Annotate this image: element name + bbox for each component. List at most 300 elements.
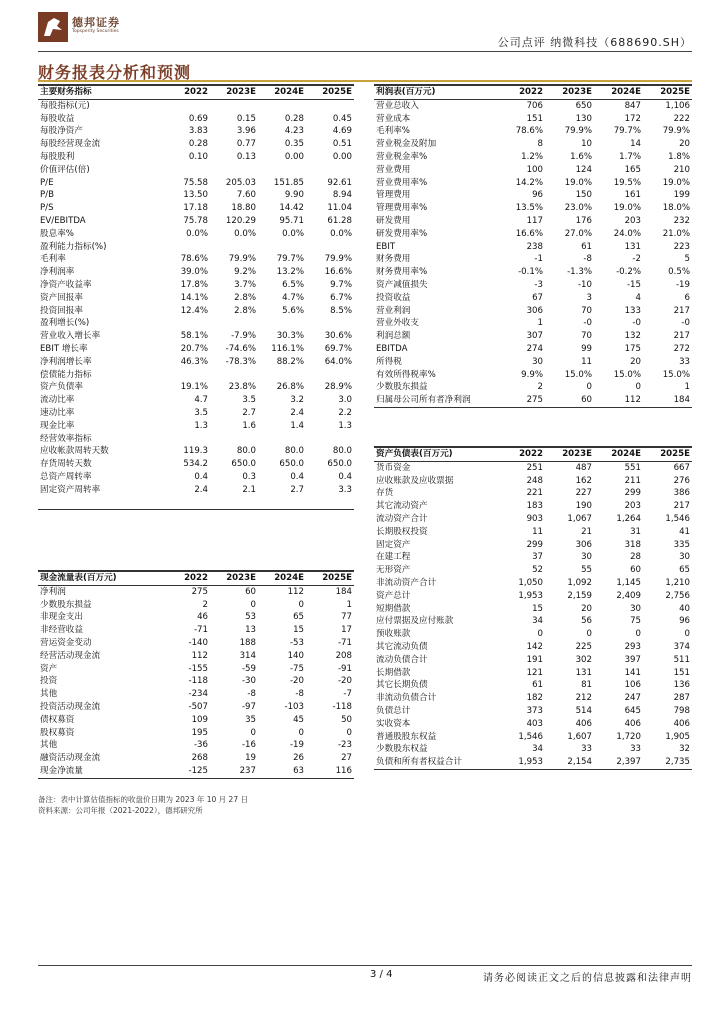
table-cell: 3.0	[338, 395, 352, 406]
table-cell	[210, 433, 258, 446]
table-cell: 203	[624, 215, 641, 226]
table-cell: 9.7%	[330, 279, 352, 290]
table-cell: 2.4	[290, 407, 304, 418]
table-cell: 20	[581, 603, 592, 614]
table-cell: 1,264	[616, 513, 641, 524]
table-row	[374, 215, 692, 228]
table-cell: 34	[532, 744, 543, 755]
table-header-cell: 2025E	[643, 85, 692, 99]
table-cell: 3.2	[290, 395, 304, 406]
table-cell: 19.0%	[662, 177, 690, 188]
table-cell: 37	[532, 552, 543, 563]
table-cell: 23.0%	[564, 203, 592, 214]
table-cell	[162, 99, 210, 112]
table-row	[374, 564, 692, 577]
table-cell: 0.5%	[668, 267, 690, 278]
table-cell: 151.85	[273, 177, 304, 188]
section-divider	[38, 80, 692, 82]
table-cell: -16	[241, 740, 256, 751]
table-cell: 1,546	[665, 513, 690, 524]
table-cell: 205.03	[225, 177, 256, 188]
table-header-cell: 2023E	[210, 571, 258, 585]
table-row	[374, 189, 692, 202]
row-label: 非现金支出	[40, 612, 83, 623]
table-cell: 35	[245, 714, 256, 725]
table-row	[38, 330, 354, 343]
table-row	[374, 577, 692, 590]
table-cell: 19.5%	[613, 177, 641, 188]
table-cell: 373	[526, 705, 543, 716]
note-source: 资料来源：公司年报（2021-2022），德邦研究所	[38, 806, 203, 815]
table-row	[374, 756, 692, 769]
table-cell: 65	[679, 565, 690, 576]
table-header-cell: 2025E	[643, 447, 692, 461]
row-label: 非经营收益	[40, 625, 83, 636]
table-cell: 19.0%	[613, 203, 641, 214]
table-cell: 117	[526, 215, 543, 226]
table-cell: 3.83	[188, 126, 208, 137]
table-cell: 397	[624, 654, 641, 665]
cash-flow-table	[38, 570, 354, 779]
row-label: 营业成本	[376, 113, 411, 124]
table-cell	[162, 433, 210, 446]
table-row	[38, 688, 354, 701]
row-label: EBIT 增长率	[40, 343, 88, 354]
table-cell: -0	[583, 318, 592, 329]
row-label: 非流动负债合计	[376, 693, 437, 704]
row-label: 现金比率	[40, 420, 75, 431]
table-cell: 28	[630, 552, 641, 563]
row-label: 长期股权投资	[376, 526, 428, 537]
table-row	[374, 394, 692, 407]
table-cell: 3.5	[242, 395, 256, 406]
table-cell: 3.7%	[234, 279, 256, 290]
table-row	[374, 241, 692, 254]
table-row	[38, 305, 354, 318]
table-cell: 150	[575, 190, 592, 201]
brand-logo	[38, 12, 68, 42]
row-label: 非流动资产合计	[376, 577, 437, 588]
table-row	[374, 343, 692, 356]
table-row	[38, 484, 354, 497]
table-cell: 20.7%	[180, 343, 208, 354]
table-cell: 7.60	[236, 190, 256, 201]
table-row	[38, 407, 354, 420]
table-cell: 0.4	[290, 471, 304, 482]
table-cell: -3	[534, 279, 543, 290]
notes	[38, 794, 248, 816]
table-cell: 191	[526, 654, 543, 665]
row-label: 流动比率	[40, 395, 75, 406]
row-label: 所得税	[376, 356, 402, 367]
table-header-cell: 2025E	[306, 85, 354, 99]
table-cell: 61	[532, 680, 543, 691]
table-cell: 2,154	[545, 756, 594, 769]
row-label: 少数股东权益	[376, 744, 428, 755]
table-cell: 80.0	[236, 446, 256, 457]
table-cell: 199	[673, 190, 690, 201]
table-cell: 667	[673, 462, 690, 473]
table-row	[374, 743, 692, 756]
row-label: EV/EBITDA	[40, 215, 86, 226]
table-cell: 2.1	[242, 484, 256, 495]
table-row	[38, 253, 354, 266]
table-cell	[306, 99, 354, 112]
table-cell: 274	[526, 343, 543, 354]
table-cell	[210, 241, 258, 254]
table-row	[374, 667, 692, 680]
table-cell: 13.50	[183, 190, 208, 201]
table-cell: 80.0	[284, 446, 304, 457]
table-cell: 4	[635, 292, 641, 303]
table-cell: 1,720	[616, 731, 641, 742]
table-cell: 172	[624, 113, 641, 124]
row-label: 应付票据及应付账款	[376, 616, 454, 627]
table-cell: 237	[210, 765, 258, 778]
table-cell: 217	[673, 305, 690, 316]
key-indicators-table	[38, 84, 354, 510]
table-cell: -0.1%	[518, 267, 543, 278]
table-cell: 0.4	[194, 471, 208, 482]
table-row	[38, 727, 354, 740]
table-row	[38, 99, 354, 112]
table-cell: 30	[581, 552, 592, 563]
balance-sheet-table	[374, 446, 692, 770]
table-header-cell: 2024E	[258, 85, 306, 99]
table-cell	[306, 241, 354, 254]
table-cell: 30	[630, 603, 641, 614]
table-row	[374, 164, 692, 177]
table-cell: 2	[537, 382, 543, 393]
table-cell: 175	[624, 343, 641, 354]
row-label: 少数股东损益	[40, 599, 92, 610]
table-cell: 58.1%	[180, 331, 208, 342]
table-cell: 176	[575, 215, 592, 226]
table-cell: -91	[337, 663, 352, 674]
table-row	[38, 241, 354, 254]
table-header-cell: 现金流量表(百万元)	[38, 571, 162, 585]
table-header-cell: 2022	[496, 447, 545, 461]
row-label: 营业收入增长率	[40, 331, 101, 342]
table-cell: 63	[258, 765, 306, 778]
table-cell: 165	[624, 164, 641, 175]
table-cell: 120.29	[225, 215, 256, 226]
table-cell: 195	[191, 727, 208, 738]
table-cell: 56	[581, 616, 592, 627]
table-row	[38, 445, 354, 458]
row-label: 实收资本	[376, 718, 411, 729]
table-cell: -71	[193, 625, 208, 636]
table-cell: 1	[346, 599, 352, 610]
table-cell	[210, 164, 258, 177]
table-cell: 2,409	[616, 590, 641, 601]
table-cell: 0.69	[188, 113, 208, 124]
table-cell: 9.9%	[521, 369, 543, 380]
table-cell: 67	[532, 292, 543, 303]
table-cell: 306	[526, 305, 543, 316]
table-cell: 1.7%	[619, 151, 641, 162]
table-cell: 19.0%	[564, 177, 592, 188]
table-row	[38, 369, 354, 382]
table-cell: 222	[673, 113, 690, 124]
table-cell: 0.77	[236, 139, 256, 150]
table-row	[374, 266, 692, 279]
row-label: 管理费用率%	[376, 203, 428, 214]
table-row	[38, 202, 354, 215]
table-cell: 183	[526, 501, 543, 512]
row-label: 债权募资	[40, 714, 75, 725]
table-cell: 406	[624, 718, 641, 729]
row-label: P/S	[40, 203, 54, 214]
table-header-cell: 2022	[162, 571, 210, 585]
table-cell: 847	[624, 100, 641, 111]
table-cell: 374	[673, 641, 690, 652]
table-cell: 141	[624, 667, 641, 678]
table-header-row	[374, 447, 692, 461]
table-row	[374, 381, 692, 394]
table-cell: -1.3%	[567, 267, 592, 278]
table-cell: 208	[335, 650, 352, 661]
table-cell	[258, 317, 306, 330]
table-cell: -140	[188, 637, 208, 648]
table-cell: 2.7	[242, 407, 256, 418]
table-row	[374, 125, 692, 138]
row-label: 其他	[40, 689, 58, 700]
table-cell: 31	[630, 526, 641, 537]
table-cell: 17	[341, 625, 352, 636]
table-cell: 24.0%	[613, 228, 641, 239]
table-row	[374, 641, 692, 654]
table-cell: 14	[630, 139, 641, 150]
table-cell: 3.96	[236, 126, 256, 137]
table-cell: 61	[581, 241, 592, 252]
table-cell: 64.0%	[324, 356, 352, 367]
table-cell	[306, 369, 354, 382]
table-cell: 0.13	[236, 151, 256, 162]
row-label: 每股股利	[40, 151, 75, 162]
table-cell: 534.2	[183, 459, 208, 470]
table-row	[38, 125, 354, 138]
table-cell: 551	[624, 462, 641, 473]
row-label: 负债和所有者权益合计	[374, 756, 496, 769]
table-cell: -53	[289, 637, 304, 648]
table-cell: 211	[624, 475, 641, 486]
table-cell: 95.71	[279, 215, 304, 226]
table-cell	[210, 99, 258, 112]
row-label: 经营活动现金流	[40, 650, 101, 661]
row-label: 其它流动负债	[376, 641, 428, 652]
table-cell: 0.00	[284, 151, 304, 162]
table-cell: 50	[341, 714, 352, 725]
table-cell: 112	[594, 394, 643, 407]
table-cell: -59	[241, 663, 256, 674]
table-cell: 53	[245, 612, 256, 623]
table-cell: 2,159	[567, 590, 592, 601]
row-label: 存货	[376, 488, 394, 499]
table-cell: -7.9%	[231, 331, 256, 342]
table-cell: 55	[581, 565, 592, 576]
table-row	[374, 475, 692, 488]
row-label: 净利润增长率	[40, 356, 92, 367]
row-label: 应收账款及应收票据	[376, 475, 454, 486]
table-row	[374, 138, 692, 151]
row-label: EBITDA	[376, 343, 408, 354]
table-row	[38, 279, 354, 292]
table-row	[374, 253, 692, 266]
table-row	[38, 739, 354, 752]
table-cell: 15.0%	[662, 369, 690, 380]
table-cell: 45	[293, 714, 304, 725]
table-header-cell: 2022	[496, 85, 545, 99]
row-label: 资产总计	[376, 590, 411, 601]
table-header-cell: 2025E	[306, 571, 354, 585]
table-row	[38, 381, 354, 394]
row-label: EBIT	[376, 241, 396, 252]
table-cell: 1,546	[518, 731, 543, 742]
table-cell: -20	[289, 676, 304, 687]
table-cell: 16.6%	[324, 267, 352, 278]
table-cell: 2.4	[194, 484, 208, 495]
row-label: 营业费用	[376, 164, 411, 175]
table-cell: 0.0%	[330, 228, 352, 239]
table-cell: 2,756	[665, 590, 690, 601]
table-row	[38, 343, 354, 356]
table-cell: -15	[626, 279, 641, 290]
table-row	[374, 615, 692, 628]
table-cell: -74.6%	[225, 343, 256, 354]
table-cell: 78.6%	[515, 126, 543, 137]
table-cell: 88.2%	[276, 356, 304, 367]
row-label: 每股净资产	[40, 126, 83, 137]
table-cell: 124	[575, 164, 592, 175]
table-cell: 10	[581, 139, 592, 150]
row-label: 流动资产合计	[376, 513, 428, 524]
table-header-row	[38, 85, 354, 99]
table-cell: 96	[679, 616, 690, 627]
row-label	[38, 497, 162, 510]
table-cell: 0	[635, 629, 641, 640]
table-row	[38, 164, 354, 177]
table-header-cell: 2022	[162, 85, 210, 99]
table-cell: 96	[532, 190, 543, 201]
table-cell: -1	[534, 254, 543, 265]
row-label: 投资	[40, 676, 58, 687]
table-cell: 293	[624, 641, 641, 652]
table-cell: 69.7%	[324, 343, 352, 354]
table-cell: -8	[583, 254, 592, 265]
row-label: 财务费用率%	[376, 267, 428, 278]
table-row	[374, 705, 692, 718]
table-row	[38, 599, 354, 612]
table-cell: 1,905	[665, 731, 690, 742]
table-cell: 79.7%	[613, 126, 641, 137]
table-cell: 33	[630, 744, 641, 755]
table-cell: 0	[250, 599, 256, 610]
table-cell: 23.8%	[228, 382, 256, 393]
table-cell: 11.04	[327, 203, 352, 214]
table-row	[374, 330, 692, 343]
table-cell: 27	[341, 753, 352, 764]
table-row	[38, 420, 354, 433]
row-label: 营业税金率%	[376, 151, 428, 162]
table-cell: 514	[575, 705, 592, 716]
row-label: 资产减值损失	[376, 279, 428, 290]
table-cell: 18.80	[231, 203, 256, 214]
table-cell	[210, 317, 258, 330]
table-cell: 268	[191, 753, 208, 764]
row-label: 无形资产	[376, 565, 411, 576]
table-cell: 19	[245, 753, 256, 764]
table-row	[38, 497, 354, 510]
row-label: 负债总计	[376, 705, 411, 716]
table-row	[38, 611, 354, 624]
table-header-cell: 2023E	[210, 85, 258, 99]
table-row	[38, 317, 354, 330]
table-cell: 140	[287, 650, 304, 661]
table-cell: -23	[337, 740, 352, 751]
table-cell: 318	[624, 539, 641, 550]
row-label: 净资产收益率	[40, 279, 92, 290]
row-label: 普通股股东权益	[376, 731, 437, 742]
table-cell: 650.0	[279, 459, 304, 470]
table-cell: 131	[624, 241, 641, 252]
table-cell: 70	[581, 305, 592, 316]
table-cell: 136	[673, 680, 690, 691]
table-cell: 2.7	[290, 484, 304, 495]
table-cell: 0.35	[284, 139, 304, 150]
table-cell	[258, 497, 306, 510]
table-cell: -10	[577, 279, 592, 290]
table-cell: 210	[673, 164, 690, 175]
row-label: 在建工程	[376, 552, 411, 563]
table-cell	[258, 241, 306, 254]
table-cell: 0.15	[236, 113, 256, 124]
table-cell: 133	[624, 305, 641, 316]
table-cell: 46.3%	[180, 356, 208, 367]
table-cell: -36	[193, 740, 208, 751]
table-cell: 130	[575, 113, 592, 124]
table-row	[374, 603, 692, 616]
row-label: 研发费用率%	[376, 228, 428, 239]
table-cell: 80.0	[332, 446, 352, 457]
table-row	[374, 177, 692, 190]
row-label: 存货周转天数	[40, 459, 92, 470]
table-cell: 403	[526, 718, 543, 729]
row-label: 毛利率%	[376, 126, 410, 137]
row-label: 其它长期负债	[376, 680, 428, 691]
table-cell: 79.9%	[324, 254, 352, 265]
table-cell: 0	[298, 599, 304, 610]
table-cell: 0	[298, 727, 304, 738]
table-cell	[162, 497, 210, 510]
table-cell: 248	[526, 475, 543, 486]
table-cell: 1.6%	[570, 151, 592, 162]
table-row	[374, 317, 692, 330]
row-label: 资产	[40, 663, 58, 674]
table-row	[38, 765, 354, 778]
table-cell: -125	[162, 765, 210, 778]
table-row	[38, 113, 354, 126]
table-cell: 18.0%	[662, 203, 690, 214]
table-row	[374, 731, 692, 744]
table-row	[374, 718, 692, 731]
table-cell: 307	[526, 331, 543, 342]
table-cell: 116	[306, 765, 354, 778]
table-cell: 1.3	[194, 420, 208, 431]
table-cell: 79.9%	[228, 254, 256, 265]
table-cell: 119.3	[183, 446, 208, 457]
table-cell: 386	[673, 488, 690, 499]
